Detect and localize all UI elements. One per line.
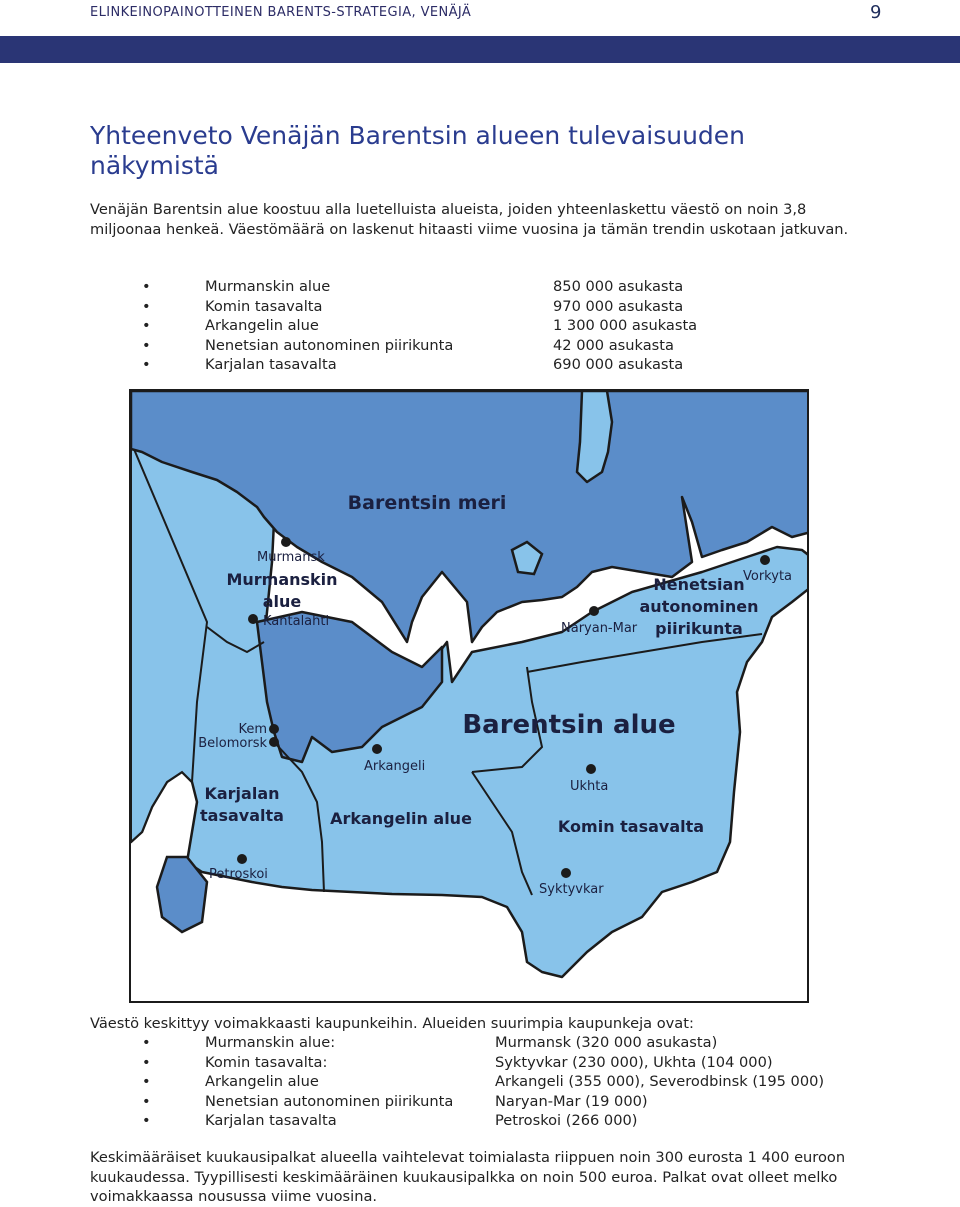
arkangeli-city-label: Arkangeli	[364, 759, 426, 774]
city-value: Naryan-Mar (19 000)	[495, 1092, 648, 1110]
list-item	[0, 355, 960, 375]
list-item	[0, 316, 960, 336]
naryan-mar-city-label: Naryan-Mar	[561, 621, 638, 636]
nenets-region-label-3: piirikunta	[655, 619, 743, 638]
kem-city-label: Kem	[238, 722, 267, 737]
bullet: •	[142, 336, 151, 354]
city-value: Murmansk (320 000 asukasta)	[495, 1034, 718, 1051]
region-name: Karjalan tasavalta	[205, 1112, 337, 1129]
vorkyta-city-label: Vorkyta	[743, 569, 793, 584]
kem-dot	[269, 724, 279, 734]
region-name: Komin tasavalta	[205, 297, 323, 315]
bullet: •	[142, 317, 151, 334]
page-title: Yhteenveto Venäjän Barentsin alueen tulevaisuuden näkymistä	[90, 121, 746, 180]
population-value: 850 000 asukasta	[553, 278, 684, 295]
city-value: Arkangeli (355 000), Severodbinsk (195 000)	[495, 1073, 825, 1090]
bullet: •	[142, 1034, 151, 1051]
list-item	[0, 1033, 960, 1053]
page-number: 9	[870, 2, 882, 23]
murmansk-region-label-1: Murmanskin	[226, 570, 338, 589]
region-name: Murmanskin alue	[205, 278, 331, 295]
region-name: Murmanskin alue:	[205, 1034, 336, 1051]
header-bar	[0, 36, 960, 63]
karelia-region-label-1: Karjalan	[204, 784, 280, 803]
syktyvkar-dot	[561, 868, 571, 878]
list-item	[0, 1111, 960, 1131]
murmansk-city-label: Murmansk	[257, 550, 325, 565]
list-item	[0, 277, 960, 297]
ukhta-city-label: Ukhta	[570, 779, 609, 794]
city-value: Petroskoi (266 000)	[495, 1112, 638, 1129]
ukhta-dot	[586, 764, 596, 774]
murmansk-region-label-2: alue	[262, 592, 302, 611]
bullet: •	[142, 356, 151, 373]
nenets-region-label-2: autonominen	[639, 597, 759, 616]
list-item	[0, 336, 960, 356]
bullet: •	[142, 297, 151, 315]
region-name: Nenetsian autonominen piirikunta	[205, 1092, 454, 1110]
region-name: Komin tasavalta:	[205, 1053, 328, 1071]
salary-paragraph: Keskimääräiset kuukausipalkat alueella vaihtelevat toimialasta riippuen noin 300 eurosta 1 400 euroon kuukaudessa. Tyypillisesti keskimääräinen kuukausipalkka on noin 500 euroa. Palkat ovat olleet melko voimakkaassa nousussa viime vuosina.	[90, 1149, 846, 1205]
city-value: Syktyvkar (230 000), Ukhta (104 000)	[495, 1053, 773, 1071]
cities-intro: Väestö keskittyy voimakkaasti kaupunkeihin. Alueiden suurimpia kaupunkeja ovat:	[90, 1015, 694, 1032]
list-item	[0, 1053, 960, 1073]
naryan-mar-dot	[589, 606, 599, 616]
arkhangelsk-region-label: Arkangelin alue	[330, 809, 472, 828]
bullet: •	[142, 1112, 151, 1129]
kantalahti-dot	[248, 614, 258, 624]
bullet: •	[142, 1092, 151, 1110]
bullet: •	[142, 278, 151, 295]
belomorsk-city-label: Belomorsk	[198, 736, 267, 751]
bullet: •	[142, 1053, 151, 1071]
barents-region-map	[129, 389, 809, 1003]
list-item	[0, 1092, 960, 1112]
region-name: Nenetsian autonominen piirikunta	[205, 336, 454, 354]
intro-paragraph: Venäjän Barentsin alue koostuu alla luetelluista alueista, joiden yhteenlaskettu väestö on noin 3,8 miljoonaa henkeä. Väestömäärä on laskenut hitaasti viime vuosina ja tämän trendin uskotaan jatkuvan.	[90, 201, 849, 238]
belomorsk-dot	[269, 737, 279, 747]
murmansk-dot	[281, 537, 291, 547]
region-name: Arkangelin alue	[205, 1073, 319, 1090]
nenets-region-label-1: Nenetsian	[653, 575, 745, 594]
bullet: •	[142, 1073, 151, 1090]
komi-region-label: Komin tasavalta	[557, 817, 705, 836]
sea-label: Barentsin meri	[347, 492, 507, 514]
population-value: 42 000 asukasta	[553, 336, 674, 354]
population-value: 1 300 000 asukasta	[553, 317, 698, 334]
population-value: 690 000 asukasta	[553, 356, 684, 373]
arkangeli-dot	[372, 744, 382, 754]
vorkyta-dot	[760, 555, 770, 565]
region-name: Arkangelin alue	[205, 317, 319, 334]
population-value: 970 000 asukasta	[553, 297, 684, 315]
karelia-region-label-2: tasavalta	[200, 806, 284, 825]
running-header: ELINKEINOPAINOTTEINEN BARENTS-STRATEGIA, VENÄJÄ	[90, 5, 472, 20]
cities-list	[0, 1033, 960, 1131]
kantalahti-city-label: Kantalahti	[263, 614, 330, 629]
population-list	[0, 277, 960, 375]
region-name: Karjalan tasavalta	[205, 356, 337, 373]
list-item	[0, 1072, 960, 1092]
list-item	[0, 297, 960, 317]
main-region-label: Barentsin alue	[462, 710, 676, 740]
syktyvkar-city-label: Syktyvkar	[539, 882, 604, 897]
petroskoi-city-label: Petroskoi	[209, 867, 268, 882]
petroskoi-dot	[237, 854, 247, 864]
map-svg	[131, 391, 809, 1003]
